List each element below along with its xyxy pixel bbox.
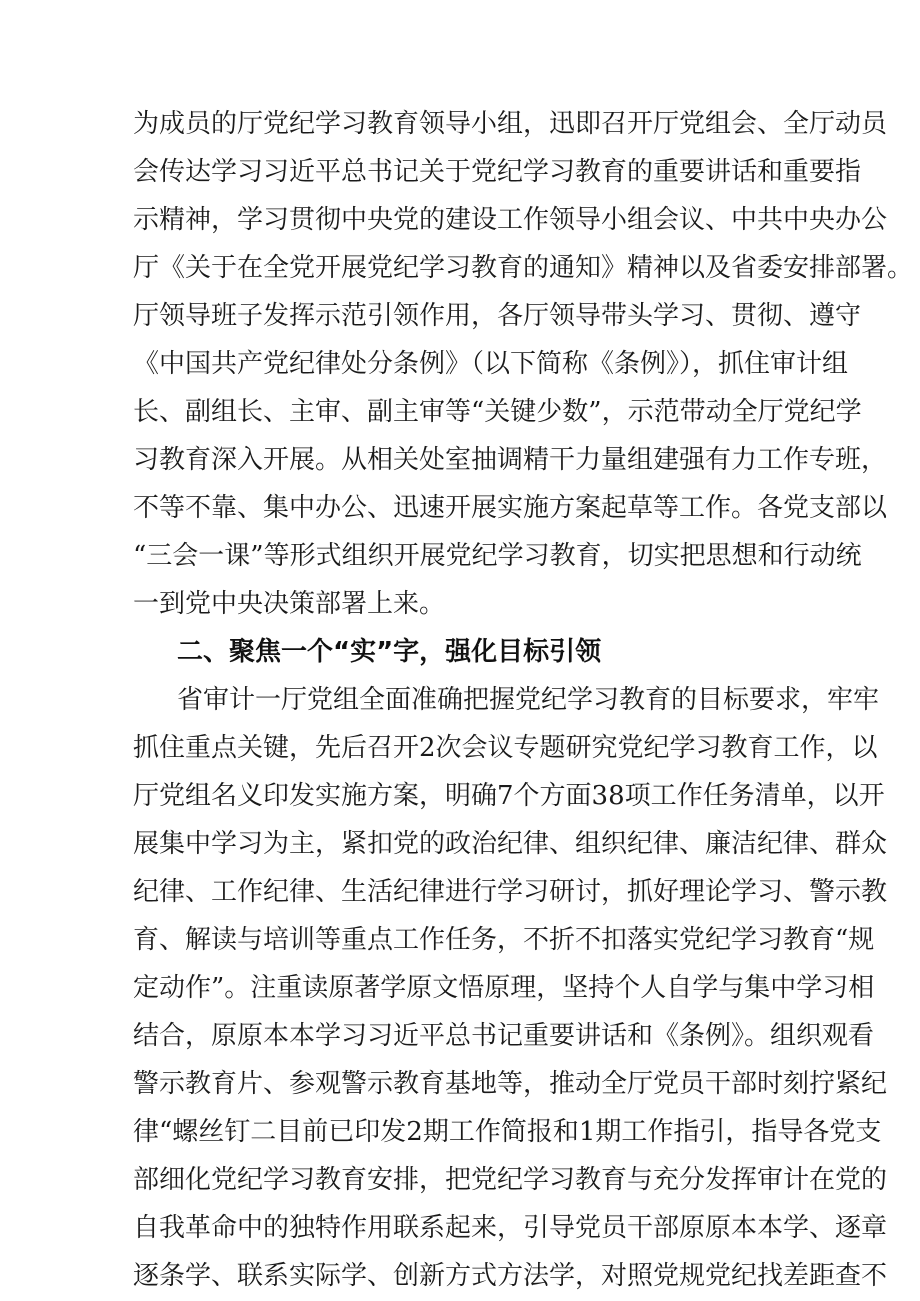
paragraph-line: 厅《关于在全党开展党纪学习教育的通知》精神以及省委安排部署。	[133, 253, 914, 283]
paragraph-line: 抓住重点关键，先后召开2次会议专题研究党纪学习教育工作，以	[133, 733, 878, 763]
paragraph-line: 定动作”。注重读原著学原文悟原理，坚持个人自学与集中学习相	[133, 973, 875, 1003]
paragraph-line: 部细化党纪学习教育安排，把党纪学习教育与充分发挥审计在党的	[133, 1165, 888, 1195]
paragraph-line: 一到党中央决策部署上来。	[133, 589, 446, 619]
paragraph-line: 厅领导班子发挥示范引领作用，各厅领导带头学习、贯彻、遵守	[133, 301, 862, 331]
paragraph-line: 警示教育片、参观警示教育基地等，推动全厅党员干部时刻拧紧纪	[133, 1069, 888, 1099]
paragraph-line: 《中国共产党纪律处分条例》（以下简称《条例》），抓住审计组	[133, 349, 849, 379]
paragraph-line: 纪律、工作纪律、生活纪律进行学习研讨，抓好理论学习、警示教	[133, 877, 888, 907]
paragraph-line: 律“螺丝钉二目前已印发2期工作简报和1期工作指引，指导各党支	[133, 1117, 882, 1147]
paragraph-line: 会传达学习习近平总书记关于党纪学习教育的重要讲话和重要指	[133, 157, 862, 187]
paragraph-line: 厅党组名义印发实施方案，明确7个方面38项工作任务清单，以开	[133, 781, 885, 811]
paragraph-line: 不等不靠、集中办公、迅速开展实施方案起草等工作。各党支部以	[133, 493, 888, 523]
paragraph-line: 育、解读与培训等重点工作任务，不折不扣落实党纪学习教育“规	[133, 925, 875, 955]
paragraph-line: 长、副组长、主审、副主审等“关键少数”，示范带动全厅党纪学	[133, 397, 862, 427]
paragraph-line: 为成员的厅党纪学习教育领导小组，迅即召开厅党组会、全厅动员	[133, 109, 888, 139]
paragraph-line: 展集中学习为主，紧扣党的政治纪律、组织纪律、廉洁纪律、群众	[133, 829, 888, 859]
section-heading: 二、聚焦一个“实”字，强化目标引领	[177, 637, 602, 667]
paragraph-line: 结合，原原本本学习习近平总书记重要讲话和《条例》。组织观看	[133, 1021, 875, 1051]
paragraph-line: 习教育深入开展。从相关处室抽调精干力量组建强有力工作专班，	[133, 445, 888, 475]
paragraph-line: 示精神，学习贯彻中央党的建设工作领导小组会议、中共中央办公	[133, 205, 888, 235]
paragraph-line: 逐条学、联系实际学、创新方式方法学，对照党规党纪找差距查不	[133, 1261, 888, 1291]
paragraph-line: 自我革命中的独特作用联系起来，引导党员干部原原本本学、逐章	[133, 1213, 888, 1243]
paragraph-line: 省审计一厅党组全面准确把握党纪学习教育的目标要求，牢牢	[177, 685, 880, 715]
paragraph-line: “三会一课”等形式组织开展党纪学习教育，切实把思想和行动统	[133, 541, 862, 571]
